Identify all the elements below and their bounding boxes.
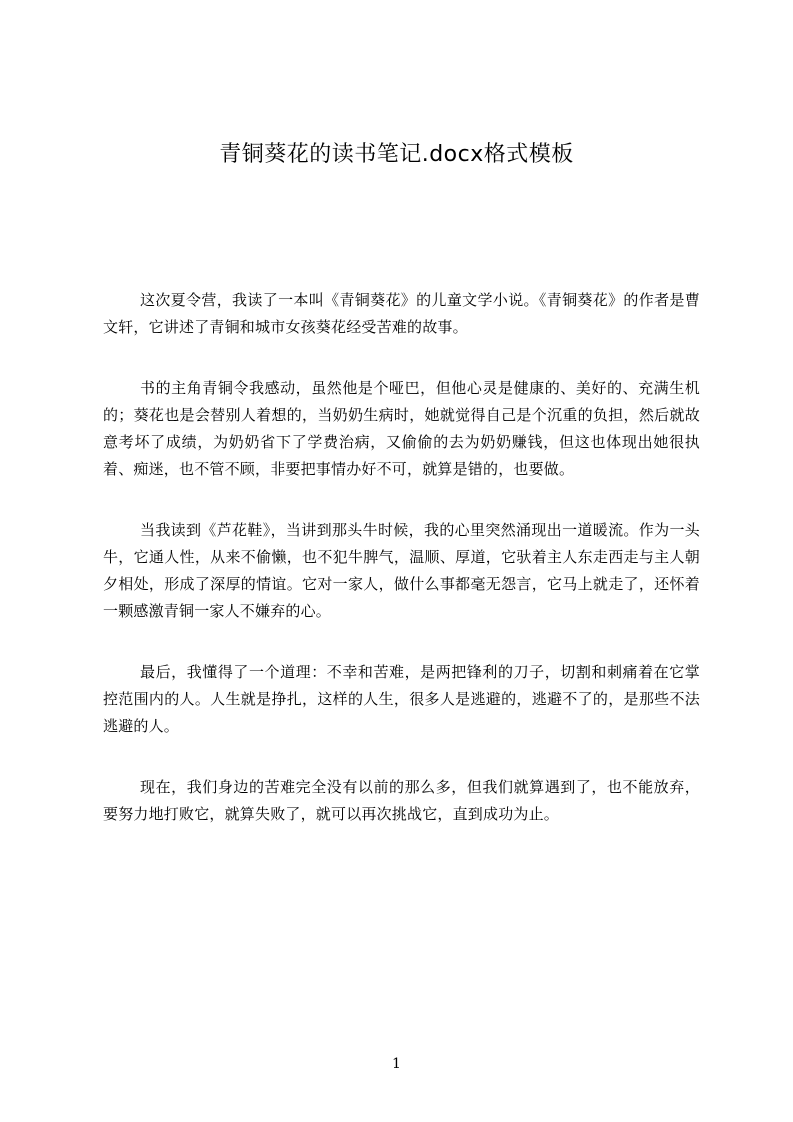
paragraph-5: 现在，我们身边的苦难完全没有以前的那么多，但我们就算遇到了，也不能放弃，要努力地打败它，就算失败了，就可以再次挑战它，直到成功为止。 [103,778,700,823]
document-title: 青铜葵花的读书笔记.docx格式模板 [219,142,574,167]
paragraph-1: 这次夏令营，我读了一本叫《青铜葵花》的儿童文学小说。《青铜葵花》的作者是曹文轩，它讲述了青铜和城市女孩葵花经受苦难的故事。 [103,291,700,336]
paragraph-2: 书的主角青铜令我感动，虽然他是个哑巴，但他心灵是健康的、美好的、充满生机的；葵花也是会替别人着想的，当奶奶生病时，她就觉得自己是个沉重的负担，然后就故意考坏了成绩，为奶奶省下了学费治病，又偷偷的去为奶奶赚钱，但这也体现出她很执着、痴迷，也不管不顾，非要把事情办好不可，就算是错的，也要做。 [103,379,700,478]
paragraph-4: 最后，我懂得了一个道理：不幸和苦难，是两把锋利的刀子，切割和刺痛着在它掌控范围内的人。人生就是挣扎，这样的人生，很多人是逃避的，逃避不了的，是那些不法逃避的人。 [103,663,700,735]
document-body [103,287,700,862]
paragraph-3: 当我读到《芦花鞋》，当讲到那头牛时候，我的心里突然涌现出一道暖流。作为一头牛，它通人性，从来不偷懒，也不犯牛脾气，温顺、厚道，它驮着主人东走西走与主人朝夕相处，形成了深厚的情谊。它对一家人，做什么事都毫无怨言，它马上就走了，还怀着一颗感激青铜一家人不嫌弃的心。 [103,521,700,620]
page-number: 1 [392,1056,401,1072]
